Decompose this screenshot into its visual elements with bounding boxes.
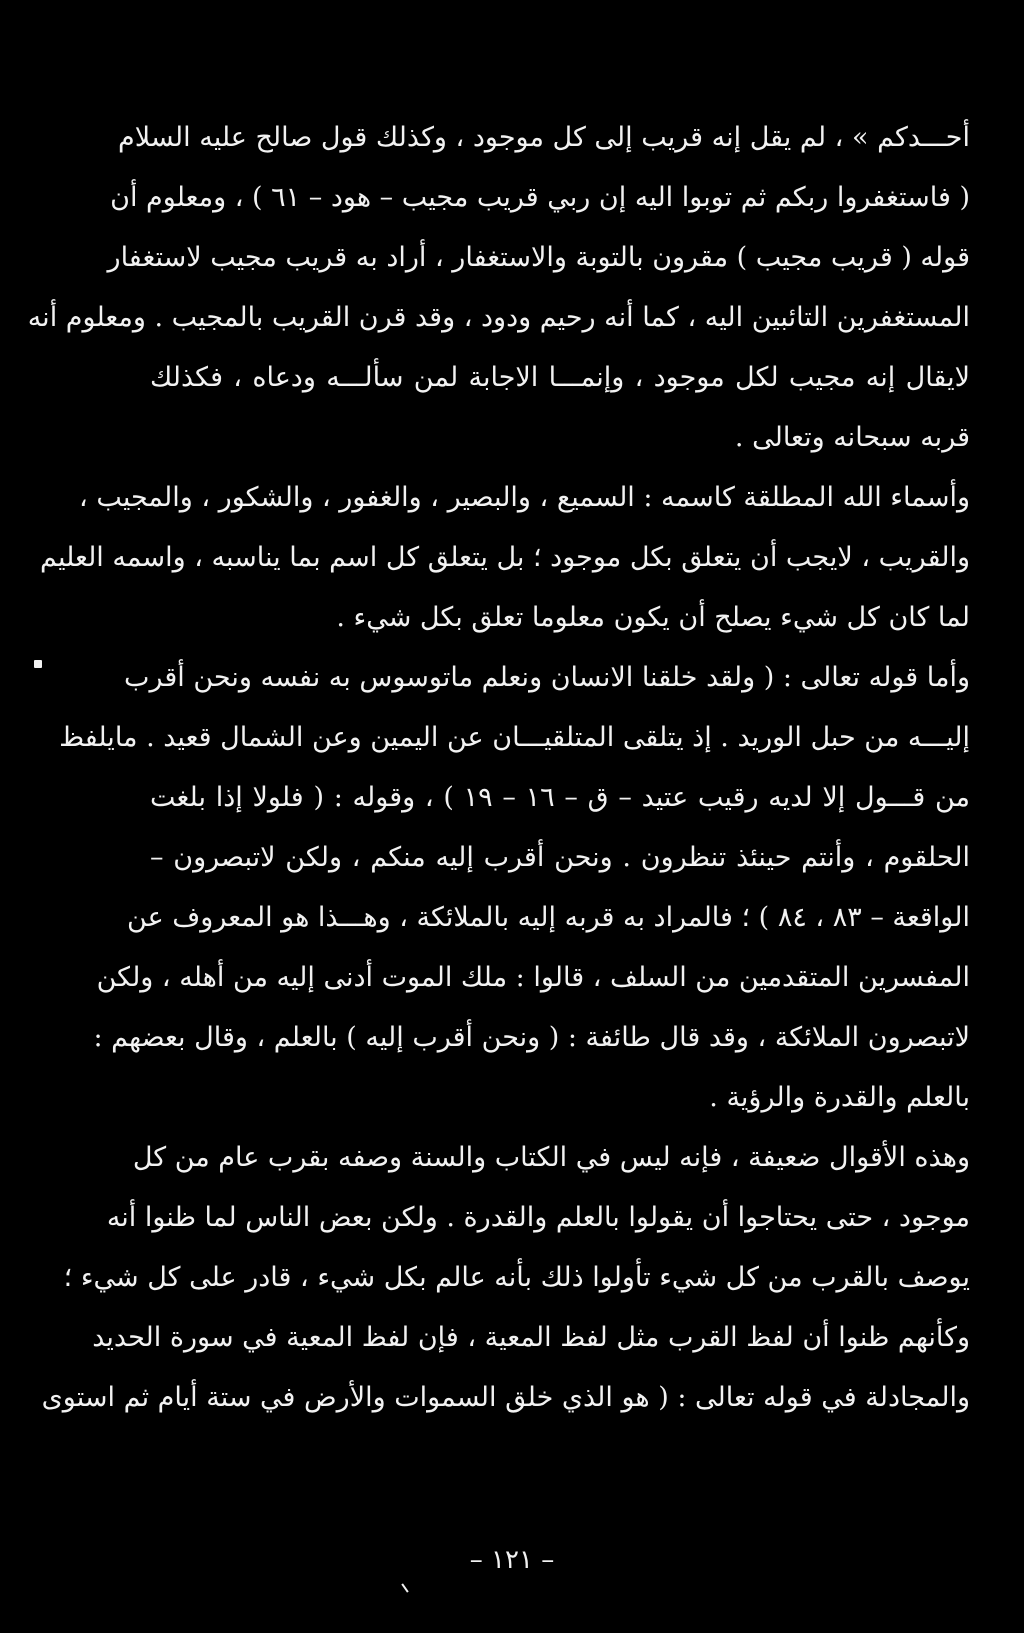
text-line: من قـــول إلا لديه رقيب عتيد – ق – ١٦ – ١٩ ) ، وقوله : ( فلولا إذا بلغت <box>150 782 971 813</box>
text-line: وهذه الأقوال ضعيفة ، فإنه ليس في الكتاب والسنة وصفه بقرب عام من كل <box>132 1142 970 1173</box>
text-line: قربه سبحانه وتعالى . <box>734 422 970 453</box>
text-line: ( فاستغفروا ربكم ثم توبوا اليه إن ربي قريب مجيب – هود – ٦١ ) ، ومعلوم أن <box>110 182 970 213</box>
text-line: لايقال إنه مجيب لكل موجود ، وإنمـــا الاجابة لمن سألـــه ودعاه ، فكذلك <box>150 362 970 393</box>
text-line: لاتبصرون الملائكة ، وقد قال طائفة : ( ونحن أقرب إليه ) بالعلم ، وقال بعضهم : <box>93 1022 970 1053</box>
text-line: الحلقوم ، وأنتم حينئذ تنظرون . ونحن أقرب إليه منكم ، ولكن لاتبصرون – <box>150 842 970 873</box>
text-line: إليـــه من حبل الوريد . إذ يتلقى المتلقيـــان عن اليمين وعن الشمال قعيد . مايلفظ <box>59 722 970 753</box>
text-line: بالعلم والقدرة والرؤية . <box>709 1082 970 1113</box>
text-line: يوصف بالقرب من كل شيء تأولوا ذلك بأنه عالم بكل شيء ، قادر على كل شيء ؛ <box>63 1262 970 1293</box>
stray-ink-mark <box>401 1583 408 1592</box>
text-line: والقريب ، لايجب أن يتعلق بكل موجود ؛ بل يتعلق كل اسم بما يناسبه ، واسمه العليم <box>40 542 970 573</box>
text-line: قوله ( قريب مجيب ) مقرون بالتوبة والاستغفار ، أراد به قريب مجيب لاستغفار <box>107 242 970 273</box>
text-line: المستغفرين التائبين اليه ، كما أنه رحيم ودود ، وقد قرن القريب بالمجيب . ومعلوم أنه <box>27 302 970 333</box>
body-text <box>27 108 971 1428</box>
text-line: وكأنهم ظنوا أن لفظ القرب مثل لفظ المعية ، فإن لفظ المعية في سورة الحديد <box>92 1322 970 1353</box>
text-line: موجود ، حتى يحتاجوا أن يقولوا بالعلم والقدرة . ولكن بعض الناس لما ظنوا أنه <box>106 1202 970 1233</box>
text-line: الواقعة – ٨٣ ، ٨٤ ) ؛ فالمراد به قربه إليه بالملائكة ، وهـــذا هو المعروف عن <box>127 902 970 933</box>
text-line: وأسماء الله المطلقة كاسمه : السميع ، والبصير ، والغفور ، والشكور ، والمجيب ، <box>79 482 970 513</box>
text-line: لما كان كل شيء يصلح أن يكون معلوما تعلق بكل شيء . <box>336 602 970 633</box>
page-number: – ١٢١ – <box>469 1545 555 1575</box>
text-line: وأما قوله تعالى : ( ولقد خلقنا الانسان ونعلم ماتوسوس به نفسه ونحن أقرب <box>124 662 970 693</box>
margin-dot-mark <box>34 660 42 668</box>
text-line: والمجادلة في قوله تعالى : ( هو الذي خلق السموات والأرض في ستة أيام ثم استوى <box>41 1382 970 1413</box>
text-line: أحـــدكم » ، لم يقل إنه قريب إلى كل موجود ، وكذلك قول صالح عليه السلام <box>118 122 970 153</box>
text-line: المفسرين المتقدمين من السلف ، قالوا : ملك الموت أدنى إليه من أهله ، ولكن <box>96 962 970 993</box>
